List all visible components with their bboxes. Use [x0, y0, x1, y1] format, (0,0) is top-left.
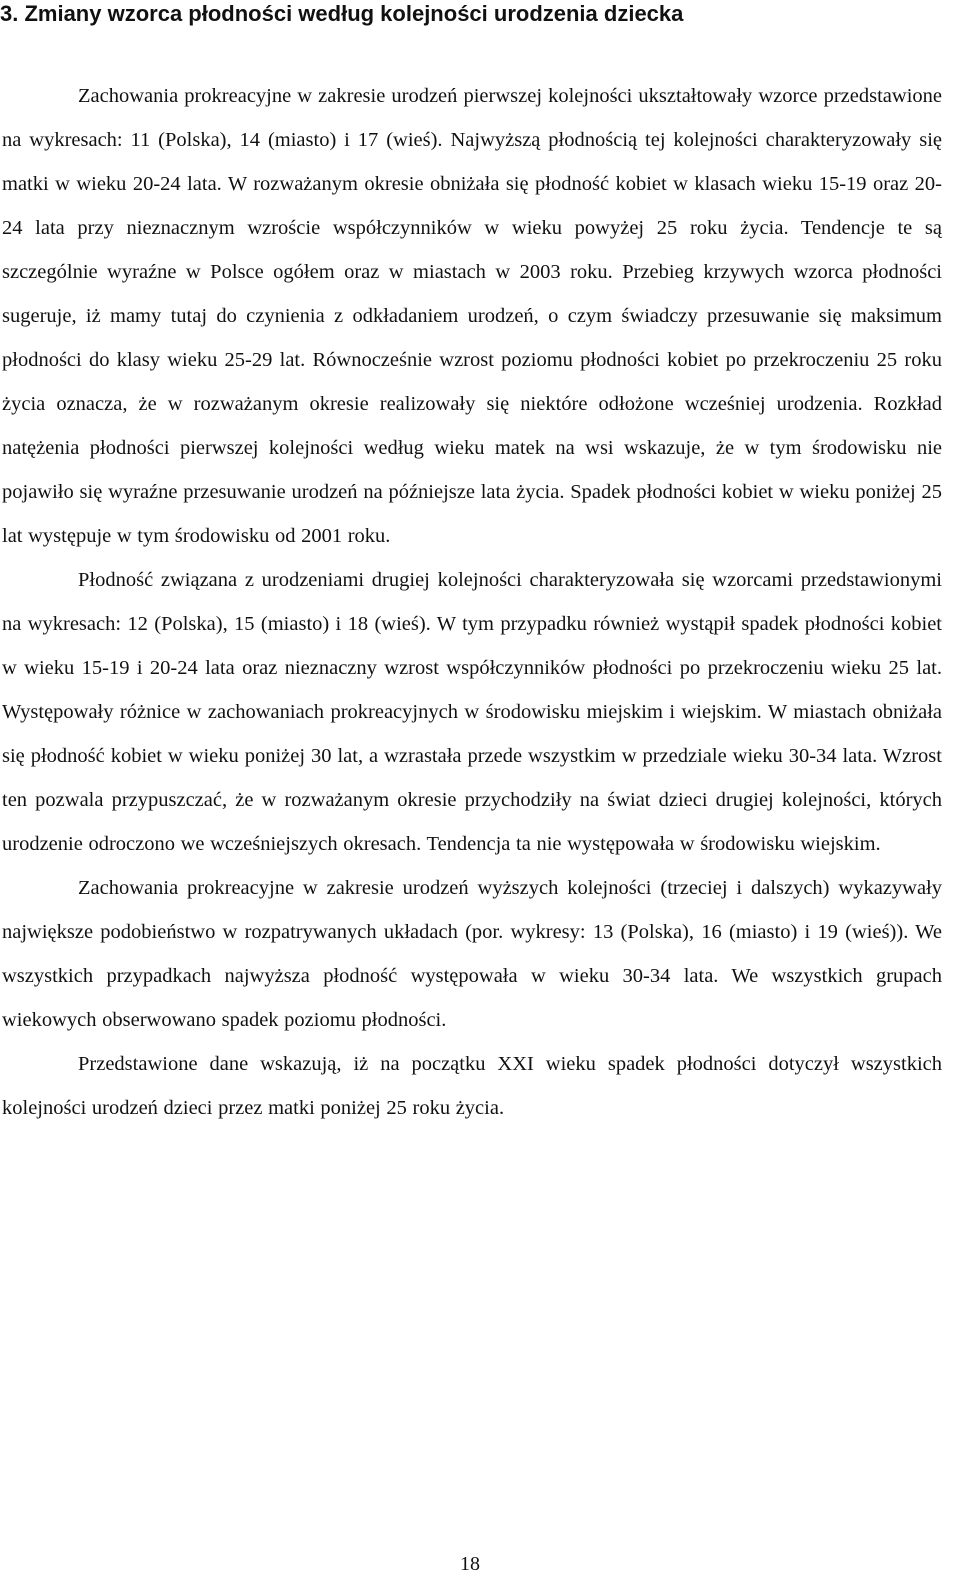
- paragraph-higher-order-births: Zachowania prokreacyjne w zakresie urodzeń wyższych kolejności (trzeciej i dalszych) wykazywały największe podobieństwo w rozpatrywanych układach (por. wykresy: 13 (Polska), 16 (miasto) i 19 (wieś)). We wszystkich przypadkach najwyższa płodność występowała w wieku 30-34 lata. We wszystkich grupach wiekowych obserwowano spadek poziomu płodności.: [2, 877, 942, 1031]
- paragraph-conclusion: Przedstawione dane wskazują, iż na początku XXI wieku spadek płodności dotyczył wszystkich kolejności urodzeń dzieci przez matki poniżej 25 roku życia.: [2, 1053, 942, 1119]
- paragraph-first-order-births: Zachowania prokreacyjne w zakresie urodzeń pierwszej kolejności ukształtowały wzorce przedstawione na wykresach: 11 (Polska), 14 (miasto) i 17 (wieś). Najwyższą płodnością tej kolejności charakteryzowały się matki w wieku 20-24 lata. W rozważanym okresie obniżała się płodność kobiet w klasach wieku 15-19 oraz 20-24 lata przy nieznacznym wzroście współczynników w wieku powyżej 25 roku życia. Tendencje te są szczególnie wyraźne w Polsce ogółem oraz w miastach w 2003 roku. Przebieg krzywych wzorca płodności sugeruje, iż mamy tutaj do czynienia z odkładaniem urodzeń, o czym świadczy przesuwanie się maksimum płodności do klasy wieku 25-29 lat. Równocześnie wzrost poziomu płodności kobiet po przekroczeniu 25 roku życia oznacza, że w rozważanym okresie realizowały się niektóre odłożone wcześniej urodzenia. Rozkład natężenia płodności pierwszej kolejności według wieku matek na wsi wskazuje, że w tym środowisku nie pojawiło się wyraźne przesuwanie urodzeń na późniejsze lata życia. Spadek płodności kobiet w wieku poniżej 25 lat występuje w tym środowisku od 2001 roku.: [2, 85, 942, 547]
- section-heading: 3. Zmiany wzorca płodności według kolejności urodzenia dziecka: [0, 1, 684, 26]
- page-number: 18: [460, 1553, 480, 1575]
- paragraph-second-order-births: Płodność związana z urodzeniami drugiej kolejności charakteryzowała się wzorcami przedstawionymi na wykresach: 12 (Polska), 15 (miasto) i 18 (wieś). W tym przypadku również wystąpił spadek płodności kobiet w wieku 15-19 i 20-24 lata oraz nieznaczny wzrost współczynników płodności po przekroczeniu wieku 25 lat. Występowały różnice w zachowaniach prokreacyjnych w środowisku miejskim i wiejskim. W miastach obniżała się płodność kobiet w wieku poniżej 30 lat, a wzrastała przede wszystkim w przedziale wieku 30-34 lata. Wzrost ten pozwala przypuszczać, że w rozważanym okresie przychodziły na świat dzieci drugiej kolejności, których urodzenie odroczono we wcześniejszych okresach. Tendencja ta nie występowała w środowisku wiejskim.: [2, 569, 942, 855]
- body-text: [2, 74, 942, 1130]
